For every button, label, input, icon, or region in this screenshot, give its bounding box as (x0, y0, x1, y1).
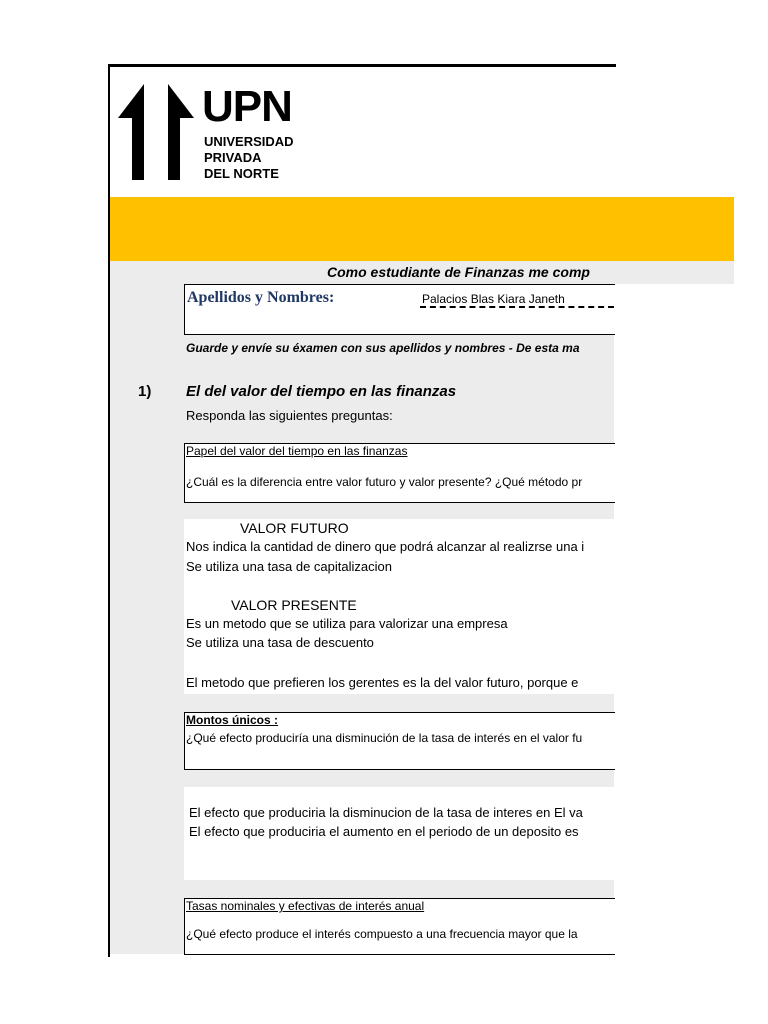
student-name-field[interactable]: Palacios Blas Kiara Janeth (422, 292, 565, 306)
box1-question: ¿Cuál es la diferencia entre valor futuro y valor presente? ¿Qué método pr (186, 475, 583, 489)
question-number: 1) (138, 383, 152, 400)
vf-line1: Nos indica la cantidad de dinero que podrá alcanzar al realizrse una i (186, 539, 585, 554)
question-prompt: Responda las siguientes preguntas: (186, 408, 393, 423)
vp-heading: VALOR PRESENTE (231, 597, 357, 613)
exam-subtitle: Como estudiante de Finanzas me comp (327, 264, 590, 280)
instructions-text: Guarde y envíe su éxamen con sus apellidos y nombres - De esta ma (186, 341, 580, 355)
header-banner (110, 197, 734, 261)
logo-line2: PRIVADA (204, 150, 262, 165)
logo-letters: UPN (202, 82, 292, 131)
box2-heading: Montos únicos : (186, 713, 278, 727)
answer2-line2: El efecto que produciria el aumento en el periodo de un deposito es (189, 824, 579, 839)
vp-line1: Es un metodo que se utiliza para valorizar una empresa (186, 616, 508, 631)
upn-arrow-icon (118, 84, 194, 180)
question-title: El del valor del tiempo en las finanzas (186, 383, 457, 400)
logo-line3: DEL NORTE (204, 166, 279, 181)
answer2-line1: El efecto que produciria la disminucion de la tasa de interes en El va (189, 805, 583, 820)
answer1-conclusion: El metodo que prefieren los gerentes es la del valor futuro, porque e (186, 675, 579, 690)
student-name-underline (420, 306, 614, 308)
student-name-label: Apellidos y Nombres: (187, 289, 335, 306)
vf-line2: Se utiliza una tasa de capitalizacion (186, 559, 392, 574)
box1-heading: Papel del valor del tiempo en las finanzas (186, 444, 408, 458)
box3-heading: Tasas nominales y efectivas de interés anual (186, 899, 425, 913)
vp-line2: Se utiliza una tasa de descuento (186, 635, 374, 650)
box3-question: ¿Qué efecto produce el interés compuesto a una frecuencia mayor que la (186, 927, 578, 941)
upn-logo (118, 82, 294, 182)
box2-question: ¿Qué efecto produciría una disminución de la tasa de interés en el valor fu (186, 731, 583, 745)
logo-line1: UNIVERSIDAD (204, 134, 294, 149)
vf-heading: VALOR FUTURO (240, 520, 349, 536)
